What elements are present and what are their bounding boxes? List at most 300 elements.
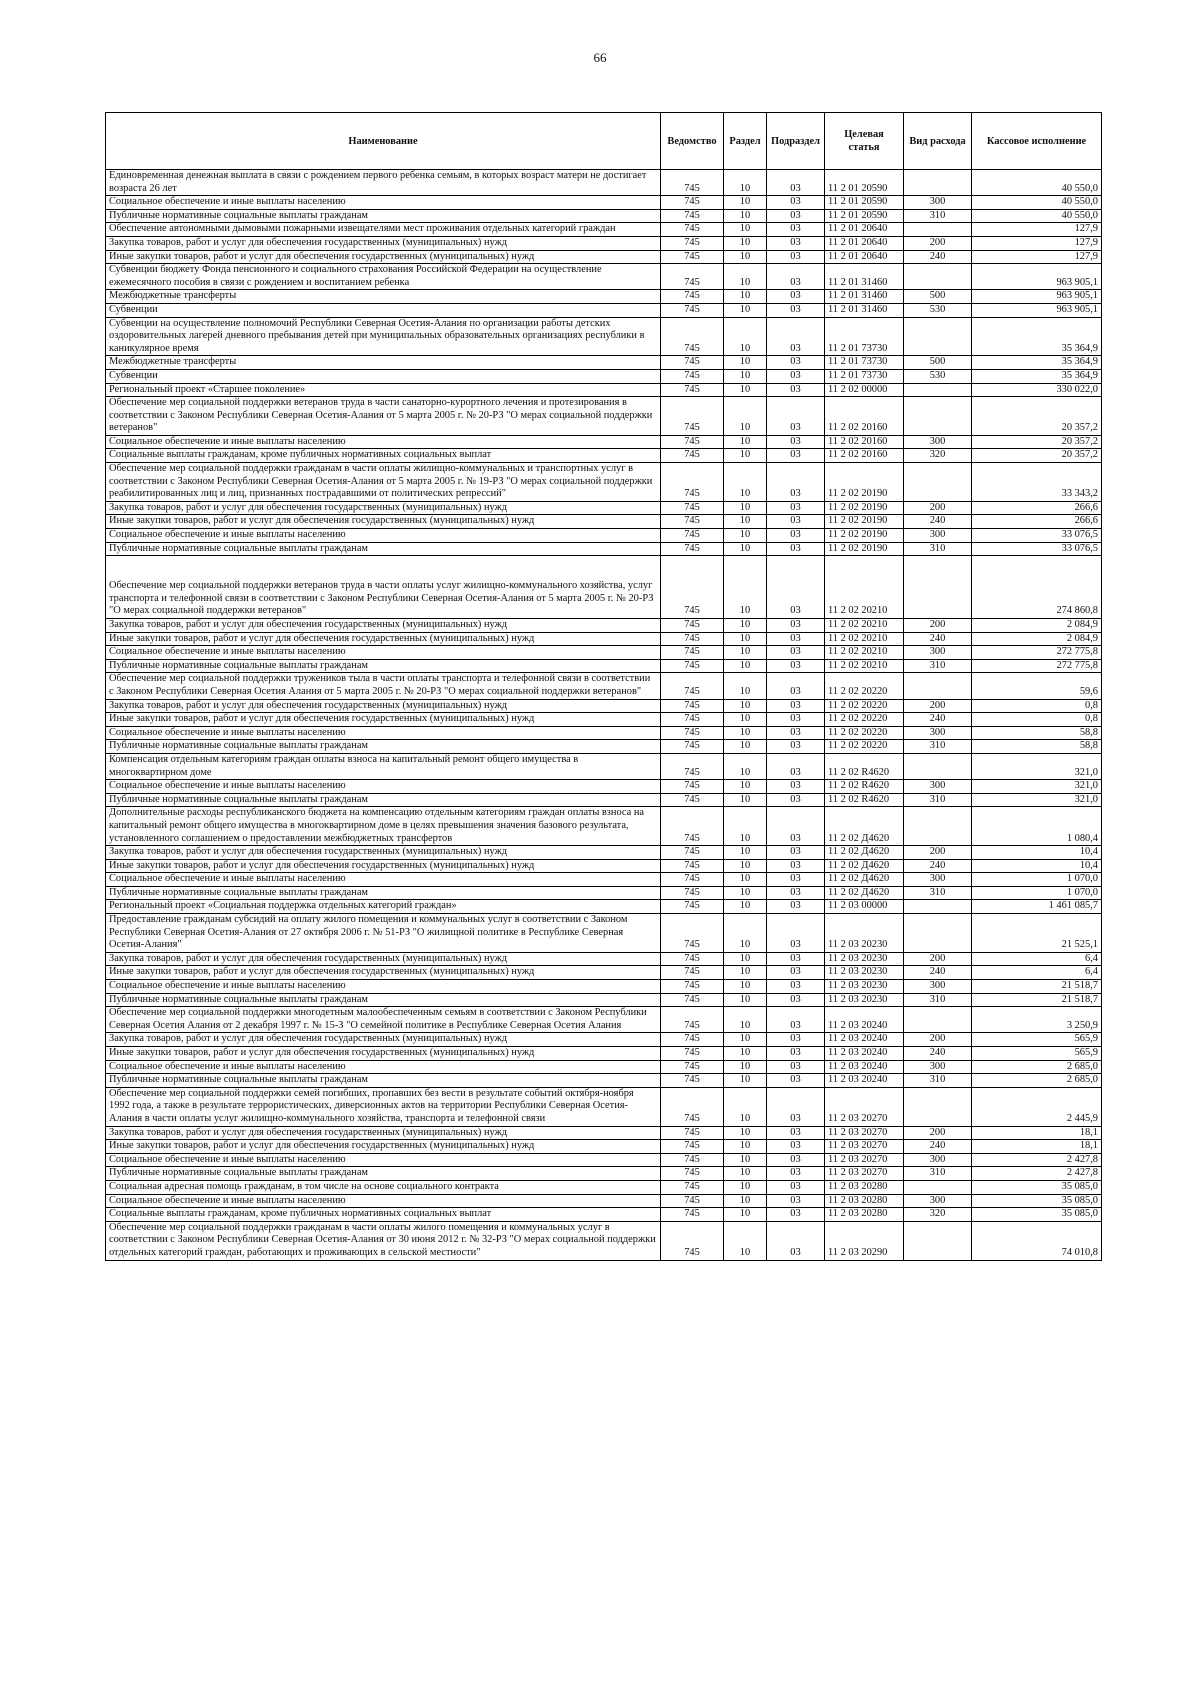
- row-podrazdel-cell: 03: [767, 236, 825, 250]
- row-tselevaya-cell: 11 2 01 20640: [825, 223, 904, 237]
- row-name-cell: Социальное обеспечение и иные выплаты населению: [106, 529, 661, 543]
- row-razdel-cell: 10: [724, 1047, 767, 1061]
- row-podrazdel-cell: 03: [767, 463, 825, 502]
- row-vedomstvo-cell: 745: [661, 435, 724, 449]
- row-sum-cell: 40 550,0: [972, 196, 1102, 210]
- row-vid-cell: [904, 223, 972, 237]
- table-row: [106, 435, 1102, 449]
- table-row: [106, 713, 1102, 727]
- row-tselevaya-cell: 11 2 02 20190: [825, 515, 904, 529]
- row-podrazdel-cell: 03: [767, 673, 825, 699]
- row-razdel-cell: 10: [724, 170, 767, 196]
- row-vid-cell: 310: [904, 209, 972, 223]
- row-sum-cell: 10,4: [972, 846, 1102, 860]
- row-vedomstvo-cell: 745: [661, 1208, 724, 1222]
- row-razdel-cell: 10: [724, 900, 767, 914]
- row-sum-cell: 2 445,9: [972, 1087, 1102, 1126]
- row-tselevaya-cell: 11 2 03 20270: [825, 1153, 904, 1167]
- row-podrazdel-cell: 03: [767, 793, 825, 807]
- header-kassovoe-ispolnenie: Кассовое исполнение: [972, 113, 1102, 170]
- table-row: [106, 1180, 1102, 1194]
- spacer-cell: [904, 556, 972, 581]
- spacer-cell: [825, 556, 904, 581]
- row-vid-cell: 240: [904, 713, 972, 727]
- row-vid-cell: 310: [904, 993, 972, 1007]
- row-razdel-cell: 10: [724, 290, 767, 304]
- table-body: [106, 170, 1102, 1261]
- row-vedomstvo-cell: 745: [661, 290, 724, 304]
- row-vid-cell: [904, 463, 972, 502]
- row-razdel-cell: 10: [724, 1140, 767, 1154]
- row-podrazdel-cell: 03: [767, 807, 825, 846]
- row-sum-cell: 330 022,0: [972, 383, 1102, 397]
- row-vedomstvo-cell: 745: [661, 966, 724, 980]
- row-tselevaya-cell: 11 2 03 00000: [825, 900, 904, 914]
- row-vedomstvo-cell: 745: [661, 236, 724, 250]
- row-podrazdel-cell: 03: [767, 753, 825, 779]
- table-row: [106, 1153, 1102, 1167]
- row-name-cell: Социальные выплаты гражданам, кроме публичных нормативных социальных выплат: [106, 449, 661, 463]
- row-razdel-cell: 10: [724, 1221, 767, 1260]
- row-vedomstvo-cell: 745: [661, 1194, 724, 1208]
- spacer-cell: [972, 556, 1102, 581]
- row-sum-cell: 20 357,2: [972, 397, 1102, 436]
- table-row: [106, 236, 1102, 250]
- table-row: [106, 383, 1102, 397]
- row-vid-cell: [904, 383, 972, 397]
- row-tselevaya-cell: 11 2 02 Д4620: [825, 807, 904, 846]
- row-tselevaya-cell: 11 2 01 31460: [825, 264, 904, 290]
- row-razdel-cell: 10: [724, 1167, 767, 1181]
- row-tselevaya-cell: 11 2 02 Д4620: [825, 886, 904, 900]
- row-sum-cell: 6,4: [972, 952, 1102, 966]
- row-sum-cell: 2 685,0: [972, 1074, 1102, 1088]
- row-tselevaya-cell: 11 2 03 20230: [825, 980, 904, 994]
- row-tselevaya-cell: 11 2 01 31460: [825, 303, 904, 317]
- row-razdel-cell: 10: [724, 1074, 767, 1088]
- row-vid-cell: [904, 1007, 972, 1033]
- row-sum-cell: 1 461 085,7: [972, 900, 1102, 914]
- row-razdel-cell: 10: [724, 646, 767, 660]
- table-row: [106, 646, 1102, 660]
- row-razdel-cell: 10: [724, 980, 767, 994]
- row-razdel-cell: 10: [724, 397, 767, 436]
- row-tselevaya-cell: 11 2 03 20240: [825, 1007, 904, 1033]
- row-tselevaya-cell: 11 2 02 R4620: [825, 753, 904, 779]
- row-tselevaya-cell: 11 2 03 20240: [825, 1033, 904, 1047]
- row-podrazdel-cell: 03: [767, 1087, 825, 1126]
- row-name-cell: Социальное обеспечение и иные выплаты населению: [106, 980, 661, 994]
- header-vedomstvo: Ведомство: [661, 113, 724, 170]
- page-number: 66: [593, 50, 607, 65]
- table-row: [106, 780, 1102, 794]
- row-razdel-cell: 10: [724, 873, 767, 887]
- row-razdel-cell: 10: [724, 1194, 767, 1208]
- table-row: [106, 290, 1102, 304]
- table-row: [106, 873, 1102, 887]
- table-row: [106, 699, 1102, 713]
- row-vedomstvo-cell: 745: [661, 1153, 724, 1167]
- row-sum-cell: 33 076,5: [972, 529, 1102, 543]
- table-row: [106, 1007, 1102, 1033]
- row-vid-cell: 310: [904, 886, 972, 900]
- row-razdel-cell: 10: [724, 223, 767, 237]
- row-vid-cell: [904, 580, 972, 618]
- row-sum-cell: 0,8: [972, 713, 1102, 727]
- row-name-cell: Единовременная денежная выплата в связи с рождением первого ребенка семьям, в которых возраст матери не достигает возраста 26 лет: [106, 170, 661, 196]
- row-vid-cell: 240: [904, 632, 972, 646]
- table-row: [106, 966, 1102, 980]
- row-vedomstvo-cell: 745: [661, 317, 724, 356]
- row-vid-cell: 310: [904, 740, 972, 754]
- row-podrazdel-cell: 03: [767, 209, 825, 223]
- row-tselevaya-cell: 11 2 01 31460: [825, 290, 904, 304]
- row-podrazdel-cell: 03: [767, 529, 825, 543]
- row-name-cell: Субвенции: [106, 369, 661, 383]
- row-podrazdel-cell: 03: [767, 196, 825, 210]
- row-razdel-cell: 10: [724, 619, 767, 633]
- row-vedomstvo-cell: 745: [661, 1074, 724, 1088]
- table-row: [106, 619, 1102, 633]
- row-razdel-cell: 10: [724, 1126, 767, 1140]
- row-sum-cell: 2 084,9: [972, 619, 1102, 633]
- row-vedomstvo-cell: 745: [661, 515, 724, 529]
- row-razdel-cell: 10: [724, 383, 767, 397]
- row-name-cell: Предоставление гражданам субсидий на оплату жилого помещения и коммунальных услуг в соответствии с Законом Республики Северная Осетия-Алания от 27 октября 2006 г. № 51-РЗ "О жилищной политике в Республике Северная Осетия-Алания": [106, 914, 661, 953]
- row-sum-cell: 963 905,1: [972, 264, 1102, 290]
- row-name-cell: Публичные нормативные социальные выплаты гражданам: [106, 993, 661, 1007]
- table-row: [106, 993, 1102, 1007]
- row-podrazdel-cell: 03: [767, 1074, 825, 1088]
- row-vid-cell: [904, 914, 972, 953]
- table-row: [106, 209, 1102, 223]
- row-tselevaya-cell: 11 2 02 20190: [825, 542, 904, 556]
- row-podrazdel-cell: 03: [767, 356, 825, 370]
- row-podrazdel-cell: 03: [767, 290, 825, 304]
- table-row: [106, 1208, 1102, 1222]
- row-tselevaya-cell: 11 2 02 20220: [825, 740, 904, 754]
- row-tselevaya-cell: 11 2 01 20640: [825, 236, 904, 250]
- row-name-cell: Региональный проект «Старшее поколение»: [106, 383, 661, 397]
- row-razdel-cell: 10: [724, 673, 767, 699]
- table-row: [106, 542, 1102, 556]
- row-sum-cell: 35 364,9: [972, 369, 1102, 383]
- row-vedomstvo-cell: 745: [661, 873, 724, 887]
- row-razdel-cell: 10: [724, 369, 767, 383]
- row-razdel-cell: 10: [724, 726, 767, 740]
- row-tselevaya-cell: 11 2 02 R4620: [825, 793, 904, 807]
- row-sum-cell: 40 550,0: [972, 209, 1102, 223]
- row-name-cell: Иные закупки товаров, работ и услуг для обеспечения государственных (муниципальных) нужд: [106, 250, 661, 264]
- row-razdel-cell: 10: [724, 264, 767, 290]
- row-vedomstvo-cell: 745: [661, 1126, 724, 1140]
- row-name-cell: Иные закупки товаров, работ и услуг для обеспечения государственных (муниципальных) нужд: [106, 632, 661, 646]
- row-podrazdel-cell: 03: [767, 303, 825, 317]
- row-sum-cell: 127,9: [972, 236, 1102, 250]
- row-vid-cell: 320: [904, 449, 972, 463]
- row-vid-cell: 310: [904, 1074, 972, 1088]
- row-name-cell: Публичные нормативные социальные выплаты гражданам: [106, 886, 661, 900]
- table-row: [106, 250, 1102, 264]
- row-vedomstvo-cell: 745: [661, 673, 724, 699]
- row-vedomstvo-cell: 745: [661, 542, 724, 556]
- row-name-cell: Публичные нормативные социальные выплаты гражданам: [106, 740, 661, 754]
- row-razdel-cell: 10: [724, 886, 767, 900]
- row-razdel-cell: 10: [724, 966, 767, 980]
- table-row: [106, 317, 1102, 356]
- row-name-cell: Социальное обеспечение и иные выплаты населению: [106, 196, 661, 210]
- row-name-cell: Социальные выплаты гражданам, кроме публичных нормативных социальных выплат: [106, 1208, 661, 1222]
- row-razdel-cell: 10: [724, 250, 767, 264]
- row-name-cell: Закупка товаров, работ и услуг для обеспечения государственных (муниципальных) нужд: [106, 501, 661, 515]
- row-name-cell: Социальное обеспечение и иные выплаты населению: [106, 646, 661, 660]
- row-razdel-cell: 10: [724, 196, 767, 210]
- row-sum-cell: 35 085,0: [972, 1208, 1102, 1222]
- row-podrazdel-cell: 03: [767, 250, 825, 264]
- row-sum-cell: 18,1: [972, 1126, 1102, 1140]
- row-name-cell: Социальное обеспечение и иные выплаты населению: [106, 873, 661, 887]
- row-podrazdel-cell: 03: [767, 632, 825, 646]
- row-vedomstvo-cell: 745: [661, 1007, 724, 1033]
- row-sum-cell: 20 357,2: [972, 449, 1102, 463]
- row-razdel-cell: 10: [724, 463, 767, 502]
- row-name-cell: Социальное обеспечение и иные выплаты населению: [106, 1153, 661, 1167]
- row-sum-cell: 3 250,9: [972, 1007, 1102, 1033]
- row-razdel-cell: 10: [724, 914, 767, 953]
- row-name-cell: Социальное обеспечение и иные выплаты населению: [106, 1060, 661, 1074]
- row-tselevaya-cell: 11 2 02 20160: [825, 435, 904, 449]
- row-podrazdel-cell: 03: [767, 952, 825, 966]
- row-vid-cell: 530: [904, 303, 972, 317]
- row-vedomstvo-cell: 745: [661, 1167, 724, 1181]
- row-vedomstvo-cell: 745: [661, 1140, 724, 1154]
- table-row: [106, 515, 1102, 529]
- row-podrazdel-cell: 03: [767, 264, 825, 290]
- header-razdel: Раздел: [724, 113, 767, 170]
- row-vedomstvo-cell: 745: [661, 170, 724, 196]
- row-sum-cell: 266,6: [972, 501, 1102, 515]
- row-name-cell: Обеспечение мер социальной поддержки гражданам в части оплаты жилого помещения и коммунальных услуг в соответствии с Законом Республики Северная Осетия-Алания от 30 июня 2012 г. № 32-РЗ "О мерах социальной поддержки отдельных категорий граждан, работающих и проживающих в сельской местности": [106, 1221, 661, 1260]
- row-razdel-cell: 10: [724, 1180, 767, 1194]
- row-tselevaya-cell: 11 2 02 20220: [825, 699, 904, 713]
- row-vedomstvo-cell: 745: [661, 900, 724, 914]
- row-tselevaya-cell: 11 2 02 20210: [825, 632, 904, 646]
- row-sum-cell: 565,9: [972, 1047, 1102, 1061]
- row-name-cell: Региональный проект «Социальная поддержка отдельных категорий граждан»: [106, 900, 661, 914]
- row-razdel-cell: 10: [724, 435, 767, 449]
- row-vid-cell: 500: [904, 290, 972, 304]
- table-row: [106, 369, 1102, 383]
- row-podrazdel-cell: 03: [767, 1007, 825, 1033]
- row-vid-cell: [904, 1180, 972, 1194]
- table-row: [106, 1047, 1102, 1061]
- row-tselevaya-cell: 11 2 03 20230: [825, 966, 904, 980]
- header-row: [106, 113, 1102, 170]
- row-name-cell: Закупка товаров, работ и услуг для обеспечения государственных (муниципальных) нужд: [106, 952, 661, 966]
- row-vedomstvo-cell: 745: [661, 1060, 724, 1074]
- row-tselevaya-cell: 11 2 02 20210: [825, 580, 904, 618]
- row-podrazdel-cell: 03: [767, 170, 825, 196]
- row-name-cell: Иные закупки товаров, работ и услуг для обеспечения государственных (муниципальных) нужд: [106, 515, 661, 529]
- row-name-cell: Иные закупки товаров, работ и услуг для обеспечения государственных (муниципальных) нужд: [106, 966, 661, 980]
- row-podrazdel-cell: 03: [767, 1194, 825, 1208]
- row-vedomstvo-cell: 745: [661, 196, 724, 210]
- row-podrazdel-cell: 03: [767, 726, 825, 740]
- row-vid-cell: 240: [904, 250, 972, 264]
- row-vid-cell: 300: [904, 980, 972, 994]
- row-sum-cell: 2 084,9: [972, 632, 1102, 646]
- row-podrazdel-cell: 03: [767, 1060, 825, 1074]
- row-vid-cell: 200: [904, 501, 972, 515]
- row-podrazdel-cell: 03: [767, 369, 825, 383]
- table-row: [106, 1167, 1102, 1181]
- row-tselevaya-cell: 11 2 03 20280: [825, 1180, 904, 1194]
- row-name-cell: Субвенции на осуществление полномочий Республики Северная Осетия-Алания по организации работы детских оздоровительных лагерей дневного пребывания детей при муниципальных образовательных организациях республики в каникулярное время: [106, 317, 661, 356]
- row-tselevaya-cell: 11 2 02 20220: [825, 673, 904, 699]
- row-vid-cell: [904, 673, 972, 699]
- row-podrazdel-cell: 03: [767, 515, 825, 529]
- row-razdel-cell: 10: [724, 740, 767, 754]
- row-podrazdel-cell: 03: [767, 1180, 825, 1194]
- table-row: [106, 807, 1102, 846]
- row-name-cell: Иные закупки товаров, работ и услуг для обеспечения государственных (муниципальных) нужд: [106, 859, 661, 873]
- header-vid-raskhoda: Вид расхода: [904, 113, 972, 170]
- row-podrazdel-cell: 03: [767, 619, 825, 633]
- row-vedomstvo-cell: 745: [661, 1047, 724, 1061]
- row-podrazdel-cell: 03: [767, 993, 825, 1007]
- row-sum-cell: 33 076,5: [972, 542, 1102, 556]
- row-tselevaya-cell: 11 2 02 20210: [825, 659, 904, 673]
- table-row: [106, 1194, 1102, 1208]
- row-vid-cell: 240: [904, 1047, 972, 1061]
- row-podrazdel-cell: 03: [767, 397, 825, 436]
- row-podrazdel-cell: 03: [767, 1167, 825, 1181]
- row-podrazdel-cell: 03: [767, 1208, 825, 1222]
- row-vid-cell: [904, 397, 972, 436]
- row-name-cell: Социальное обеспечение и иные выплаты населению: [106, 726, 661, 740]
- row-vedomstvo-cell: 745: [661, 1221, 724, 1260]
- row-sum-cell: 0,8: [972, 699, 1102, 713]
- row-name-cell: Публичные нормативные социальные выплаты гражданам: [106, 793, 661, 807]
- row-tselevaya-cell: 11 2 02 Д4620: [825, 859, 904, 873]
- row-tselevaya-cell: 11 2 02 20220: [825, 726, 904, 740]
- row-sum-cell: 963 905,1: [972, 303, 1102, 317]
- row-sum-cell: 18,1: [972, 1140, 1102, 1154]
- row-tselevaya-cell: 11 2 02 20160: [825, 397, 904, 436]
- row-razdel-cell: 10: [724, 807, 767, 846]
- row-name-cell: Обеспечение мер социальной поддержки ветеранов труда в части оплаты услуг жилищно-коммунального хозяйства, услуг транспорта и телефонной связи в соответствии с Законом Республики Северная Осетия-Алания от 5 марта 2005 г. № 20-РЗ "О мерах социальной поддержки ветеранов": [106, 580, 661, 618]
- row-name-cell: Обеспечение мер социальной поддержки ветеранов труда в части санаторно-курортного лечения и протезирования в соответствии с Законом Республики Северная Осетия-Алания от 5 марта 2005 г. № 20-РЗ "О мерах социальной поддержки ветеранов": [106, 397, 661, 436]
- row-vedomstvo-cell: 745: [661, 529, 724, 543]
- table-row: [106, 793, 1102, 807]
- row-vid-cell: 200: [904, 1126, 972, 1140]
- row-name-cell: Социальное обеспечение и иные выплаты населению: [106, 780, 661, 794]
- table-row: [106, 886, 1102, 900]
- row-vid-cell: 200: [904, 846, 972, 860]
- row-name-cell: Публичные нормативные социальные выплаты гражданам: [106, 1074, 661, 1088]
- row-razdel-cell: 10: [724, 580, 767, 618]
- row-tselevaya-cell: 11 2 01 73730: [825, 369, 904, 383]
- table-row: [106, 356, 1102, 370]
- row-tselevaya-cell: 11 2 01 20640: [825, 250, 904, 264]
- row-podrazdel-cell: 03: [767, 1221, 825, 1260]
- row-sum-cell: 58,8: [972, 726, 1102, 740]
- row-podrazdel-cell: 03: [767, 223, 825, 237]
- row-sum-cell: 35 085,0: [972, 1180, 1102, 1194]
- row-razdel-cell: 10: [724, 236, 767, 250]
- row-podrazdel-cell: 03: [767, 873, 825, 887]
- row-name-cell: Закупка товаров, работ и услуг для обеспечения государственных (муниципальных) нужд: [106, 619, 661, 633]
- row-vedomstvo-cell: 745: [661, 753, 724, 779]
- row-vedomstvo-cell: 745: [661, 993, 724, 1007]
- row-tselevaya-cell: 11 2 02 20210: [825, 646, 904, 660]
- row-razdel-cell: 10: [724, 317, 767, 356]
- row-podrazdel-cell: 03: [767, 846, 825, 860]
- row-vedomstvo-cell: 745: [661, 1180, 724, 1194]
- row-vedomstvo-cell: 745: [661, 1087, 724, 1126]
- row-tselevaya-cell: 11 2 01 20590: [825, 196, 904, 210]
- row-razdel-cell: 10: [724, 1153, 767, 1167]
- row-vid-cell: 320: [904, 1208, 972, 1222]
- row-vedomstvo-cell: 745: [661, 646, 724, 660]
- row-podrazdel-cell: 03: [767, 383, 825, 397]
- row-sum-cell: 1 080,4: [972, 807, 1102, 846]
- row-vedomstvo-cell: 745: [661, 501, 724, 515]
- row-sum-cell: 21 518,7: [972, 993, 1102, 1007]
- row-vedomstvo-cell: 745: [661, 807, 724, 846]
- row-tselevaya-cell: 11 2 02 Д4620: [825, 846, 904, 860]
- row-sum-cell: 2 685,0: [972, 1060, 1102, 1074]
- row-vedomstvo-cell: 745: [661, 713, 724, 727]
- spacer-cell: [661, 556, 724, 581]
- row-vid-cell: 300: [904, 529, 972, 543]
- row-podrazdel-cell: 03: [767, 449, 825, 463]
- table-row: [106, 740, 1102, 754]
- table-row: [106, 1221, 1102, 1260]
- row-razdel-cell: 10: [724, 859, 767, 873]
- row-name-cell: Социальное обеспечение и иные выплаты населению: [106, 1194, 661, 1208]
- table-row: [106, 170, 1102, 196]
- row-vid-cell: 240: [904, 966, 972, 980]
- row-tselevaya-cell: 11 2 03 20270: [825, 1087, 904, 1126]
- table-row-spacer: [106, 556, 1102, 581]
- row-vid-cell: 200: [904, 619, 972, 633]
- table-row: [106, 1060, 1102, 1074]
- row-vid-cell: 310: [904, 659, 972, 673]
- row-tselevaya-cell: 11 2 03 20290: [825, 1221, 904, 1260]
- row-vedomstvo-cell: 745: [661, 740, 724, 754]
- row-vid-cell: 310: [904, 793, 972, 807]
- row-sum-cell: 6,4: [972, 966, 1102, 980]
- row-vedomstvo-cell: 745: [661, 580, 724, 618]
- row-vedomstvo-cell: 745: [661, 980, 724, 994]
- row-tselevaya-cell: 11 2 01 73730: [825, 317, 904, 356]
- table-row: [106, 980, 1102, 994]
- row-vid-cell: [904, 807, 972, 846]
- row-vid-cell: 200: [904, 952, 972, 966]
- row-sum-cell: 1 070,0: [972, 873, 1102, 887]
- row-vedomstvo-cell: 745: [661, 264, 724, 290]
- row-vid-cell: 300: [904, 873, 972, 887]
- row-vedomstvo-cell: 745: [661, 859, 724, 873]
- row-vid-cell: [904, 317, 972, 356]
- row-name-cell: Публичные нормативные социальные выплаты гражданам: [106, 209, 661, 223]
- row-vid-cell: 300: [904, 726, 972, 740]
- row-podrazdel-cell: 03: [767, 914, 825, 953]
- row-podrazdel-cell: 03: [767, 900, 825, 914]
- row-razdel-cell: 10: [724, 1060, 767, 1074]
- row-sum-cell: 274 860,8: [972, 580, 1102, 618]
